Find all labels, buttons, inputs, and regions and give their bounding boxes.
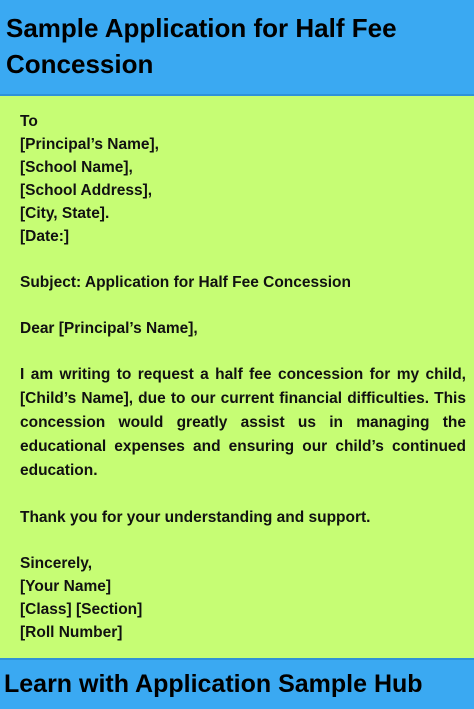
page-title: Sample Application for Half Fee Concession [6,13,397,79]
address-line-to: To [20,113,38,130]
address-line-school: [School Name], [20,159,133,176]
address-line-date: [Date:] [20,228,70,245]
letter-main-paragraph: I am writing to request a half fee concession for my child, [Child’s Name], due to our current financial difficulties. This concession would greatly assist us in managing the educational expenses and ensuring our child’s continued education. [20,366,466,479]
recipient-address [20,110,464,248]
header-banner [0,0,474,94]
signature-class-section: [Class] [Section] [20,601,143,618]
letter-thanks: Thank you for your understanding and support. [20,509,371,526]
letter-subject: Subject: Application for Half Fee Concession [20,274,351,291]
address-line-principal: [Principal’s Name], [20,136,159,153]
footer-text: Learn with Application Sample Hub [4,670,423,698]
footer-banner [0,660,474,709]
signature-block [20,552,464,644]
signature-name: [Your Name] [20,578,112,595]
letter-closing: Sincerely, [20,555,93,572]
signature-roll-number: [Roll Number] [20,624,123,641]
address-line-school-address: [School Address], [20,182,153,199]
address-line-city-state: [City, State]. [20,205,110,222]
letter-salutation: Dear [Principal’s Name], [20,320,198,337]
letter-body [0,94,474,660]
